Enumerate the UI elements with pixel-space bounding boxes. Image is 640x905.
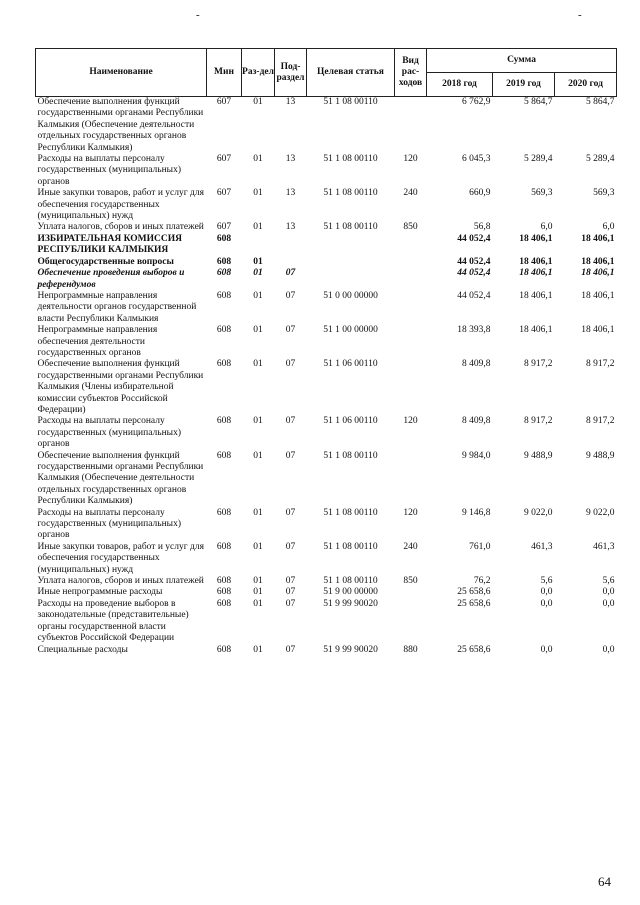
row-sum-2020: 8 917,2 bbox=[586, 359, 615, 370]
table-row bbox=[36, 291, 617, 325]
row-min: 607 bbox=[216, 97, 232, 107]
header-podrazdel: Под-раздел bbox=[275, 49, 307, 97]
row-razdel: 01 bbox=[253, 290, 263, 301]
row-podrazdel: 13 bbox=[285, 97, 296, 107]
row-podrazdel: 07 bbox=[285, 268, 296, 279]
row-razdel: 01 bbox=[253, 97, 263, 107]
row-name: Общегосударственные вопросы bbox=[37, 256, 174, 267]
row-razdel: 01 bbox=[253, 541, 263, 552]
row-sum-2020: 0,0 bbox=[602, 644, 615, 655]
row-statya: 51 1 08 00110 bbox=[323, 97, 378, 107]
row-vid: 850 bbox=[403, 576, 418, 587]
row-min: 608 bbox=[216, 576, 232, 587]
header-2019: 2019 год bbox=[493, 73, 555, 97]
row-min: 608 bbox=[216, 416, 232, 427]
row-razdel: 01 bbox=[253, 154, 263, 165]
row-sum-2018: 761,0 bbox=[469, 541, 491, 552]
table-row bbox=[36, 97, 617, 155]
row-sum-2018: 44 052,4 bbox=[457, 290, 491, 301]
row-min: 608 bbox=[216, 507, 232, 518]
table-row bbox=[36, 154, 617, 188]
table-row bbox=[36, 188, 617, 222]
row-name: Обеспечение выполнения функций государственными органами Республики Калмыкия (Члены избирательной комиссии субъектов Российской Федерации) bbox=[37, 359, 204, 415]
row-sum-2018: 44 052,4 bbox=[457, 268, 491, 279]
table-row bbox=[36, 359, 617, 416]
row-statya: 51 1 08 00110 bbox=[323, 188, 378, 199]
table-header bbox=[36, 49, 617, 97]
row-razdel: 01 bbox=[253, 188, 263, 199]
header-mark-left: - bbox=[196, 9, 200, 21]
row-statya: 51 1 08 00110 bbox=[323, 450, 378, 461]
row-sum-2020: 18 406,1 bbox=[581, 268, 615, 279]
row-statya: 51 1 08 00110 bbox=[323, 222, 378, 233]
row-name: Расходы на выплаты персоналу государственных (муниципальных) органов bbox=[37, 154, 181, 187]
header-mark-right: - bbox=[578, 9, 582, 21]
row-razdel: 01 bbox=[253, 450, 263, 461]
row-min: 608 bbox=[216, 450, 232, 461]
row-sum-2020: 9 488,9 bbox=[586, 450, 615, 461]
table-row bbox=[36, 416, 617, 450]
row-podrazdel: 13 bbox=[285, 222, 296, 233]
row-sum-2019: 18 406,1 bbox=[519, 268, 553, 279]
row-statya: 51 9 99 90020 bbox=[323, 598, 378, 609]
header-min: Мин bbox=[207, 49, 242, 97]
row-razdel: 01 bbox=[253, 598, 263, 609]
row-sum-2019: 461,3 bbox=[531, 541, 553, 552]
row-name: Обеспечение проведения выборов и референдумов bbox=[37, 268, 185, 290]
row-sum-2020: 6,0 bbox=[602, 222, 615, 233]
row-vid bbox=[395, 257, 427, 268]
row-sum-2018: 56,8 bbox=[473, 222, 491, 233]
row-name: Непрограммные направления обеспечения деятельности государственных органов bbox=[37, 325, 158, 358]
row-statya: 51 1 06 00110 bbox=[323, 359, 378, 370]
row-min: 608 bbox=[216, 290, 232, 301]
header-vid: Вид рас-ходов bbox=[395, 49, 427, 97]
row-razdel: 01 bbox=[253, 587, 263, 598]
row-razdel: 01 bbox=[253, 222, 263, 233]
row-sum-2018: 8 409,8 bbox=[462, 359, 491, 370]
row-sum-2018: 25 658,6 bbox=[457, 598, 491, 609]
row-sum-2019: 8 917,2 bbox=[524, 359, 553, 370]
table-body bbox=[36, 97, 617, 656]
table-row bbox=[36, 645, 617, 656]
row-podrazdel: 07 bbox=[285, 541, 296, 552]
row-sum-2018: 8 409,8 bbox=[462, 416, 491, 427]
row-sum-2019: 18 406,1 bbox=[519, 256, 553, 267]
row-min: 608 bbox=[216, 325, 232, 336]
row-razdel: 01 bbox=[253, 507, 263, 518]
row-statya: 51 1 00 00000 bbox=[323, 325, 378, 336]
row-vid: 850 bbox=[403, 222, 418, 233]
row-vid: 240 bbox=[403, 541, 418, 552]
row-statya: 51 1 06 00110 bbox=[323, 416, 378, 427]
row-sum-2019: 8 917,2 bbox=[524, 416, 553, 427]
row-vid: 120 bbox=[403, 416, 418, 427]
row-sum-2020: 9 022,0 bbox=[586, 507, 615, 518]
row-vid bbox=[395, 325, 427, 359]
row-min: 608 bbox=[216, 359, 232, 370]
row-podrazdel: 07 bbox=[285, 450, 296, 461]
row-name: Обеспечение выполнения функций государственными органами Республики Калмыкия (Обеспечение деятельности отдельных государственных органов Республики Калмыкия) bbox=[37, 450, 204, 507]
row-name: Иные закупки товаров, работ и услуг для обеспечения государственных (муниципальных) нужд bbox=[37, 188, 204, 222]
row-vid bbox=[395, 359, 427, 416]
row-name: Иные закупки товаров, работ и услуг для обеспечения государственных (муниципальных) нужд bbox=[37, 541, 204, 575]
row-sum-2020: 5 289,4 bbox=[586, 154, 615, 165]
row-vid: 880 bbox=[403, 644, 418, 655]
row-min: 608 bbox=[216, 268, 232, 279]
row-min: 608 bbox=[216, 233, 232, 244]
row-sum-2019: 569,3 bbox=[531, 188, 553, 199]
row-podrazdel: 07 bbox=[285, 576, 296, 587]
row-sum-2019: 18 406,1 bbox=[519, 325, 553, 336]
row-vid bbox=[395, 268, 427, 291]
row-name: Уплата налогов, сборов и иных платежей bbox=[37, 576, 204, 587]
row-sum-2018: 9 146,8 bbox=[462, 507, 491, 518]
table-row bbox=[36, 451, 617, 508]
row-podrazdel: 07 bbox=[285, 290, 296, 301]
row-sum-2018: 6 045,3 bbox=[462, 154, 491, 165]
row-min: 607 bbox=[216, 188, 232, 199]
row-sum-2019: 6,0 bbox=[540, 222, 553, 233]
row-statya bbox=[307, 257, 395, 268]
row-name: Непрограммные направления деятельности органов государственной власти Республики Калмыкия bbox=[37, 290, 197, 324]
table-row bbox=[36, 542, 617, 576]
row-sum-2018: 18 393,8 bbox=[457, 325, 491, 336]
row-podrazdel: 07 bbox=[285, 598, 296, 609]
row-sum-2018: 25 658,6 bbox=[457, 644, 491, 655]
table-row bbox=[36, 257, 617, 268]
row-razdel: 01 bbox=[253, 268, 263, 279]
row-vid bbox=[395, 451, 427, 508]
row-sum-2020: 18 406,1 bbox=[581, 325, 615, 336]
row-podrazdel: 07 bbox=[285, 587, 296, 598]
row-sum-2020: 18 406,1 bbox=[581, 233, 615, 244]
row-vid: 120 bbox=[403, 154, 418, 165]
row-min: 608 bbox=[216, 587, 232, 598]
row-sum-2020: 0,0 bbox=[602, 587, 615, 598]
row-name: Иные непрограммные расходы bbox=[37, 587, 163, 598]
row-sum-2019: 0,0 bbox=[540, 587, 553, 598]
table-row bbox=[36, 599, 617, 645]
table-row bbox=[36, 587, 617, 598]
row-vid bbox=[395, 291, 427, 325]
row-razdel: 01 bbox=[253, 256, 263, 267]
row-name: Специальные расходы bbox=[37, 644, 128, 655]
row-razdel: 01 bbox=[253, 416, 263, 427]
row-name: Уплата налогов, сборов и иных платежей bbox=[37, 222, 204, 233]
row-sum-2019: 9 488,9 bbox=[524, 450, 553, 461]
header-2018: 2018 год bbox=[427, 73, 493, 97]
row-razdel: 01 bbox=[253, 644, 263, 655]
row-sum-2020: 5 864,7 bbox=[586, 97, 615, 107]
header-name: Наименование bbox=[36, 49, 207, 97]
row-statya: 51 1 08 00110 bbox=[323, 507, 378, 518]
row-razdel: 01 bbox=[253, 325, 263, 336]
row-name: Расходы на проведение выборов в законодательные (представительные) органы государственной власти субъектов Российской Федерации bbox=[37, 598, 189, 644]
row-sum-2018: 25 658,6 bbox=[457, 587, 491, 598]
table-row bbox=[36, 222, 617, 233]
row-statya: 51 1 08 00110 bbox=[323, 541, 378, 552]
table-row bbox=[36, 576, 617, 587]
row-sum-2019: 5,6 bbox=[540, 576, 553, 587]
row-podrazdel bbox=[275, 257, 307, 268]
row-vid bbox=[395, 587, 427, 598]
table-row bbox=[36, 234, 617, 257]
table-row bbox=[36, 508, 617, 542]
header-2020: 2020 год bbox=[555, 73, 617, 97]
row-sum-2019: 5 864,7 bbox=[524, 97, 553, 107]
row-name: Расходы на выплаты персоналу государственных (муниципальных) органов bbox=[37, 416, 181, 450]
row-statya: 51 1 08 00110 bbox=[323, 576, 378, 587]
row-podrazdel: 07 bbox=[285, 416, 296, 427]
table-row bbox=[36, 325, 617, 359]
row-razdel: 01 bbox=[253, 576, 263, 587]
row-statya: 51 9 00 00000 bbox=[323, 587, 378, 598]
row-vid bbox=[395, 599, 427, 645]
row-sum-2020: 0,0 bbox=[602, 598, 615, 609]
row-min: 608 bbox=[216, 644, 232, 655]
row-sum-2018: 76,2 bbox=[473, 576, 491, 587]
row-sum-2020: 18 406,1 bbox=[581, 290, 615, 301]
row-sum-2018: 6 762,9 bbox=[462, 97, 491, 107]
row-sum-2018: 9 984,0 bbox=[462, 450, 491, 461]
row-podrazdel: 07 bbox=[285, 507, 296, 518]
header-statya: Целевая статья bbox=[307, 49, 395, 97]
row-sum-2018: 44 052,4 bbox=[457, 233, 491, 244]
row-vid: 240 bbox=[403, 188, 418, 199]
row-min: 607 bbox=[216, 222, 232, 233]
page-number: 64 bbox=[598, 874, 611, 889]
row-podrazdel: 07 bbox=[285, 325, 296, 336]
row-sum-2018: 660,9 bbox=[469, 188, 491, 199]
row-sum-2020: 18 406,1 bbox=[581, 256, 615, 267]
row-sum-2019: 0,0 bbox=[540, 644, 553, 655]
row-vid: 120 bbox=[403, 507, 418, 518]
row-statya: 51 0 00 00000 bbox=[323, 290, 378, 301]
row-sum-2019: 0,0 bbox=[540, 598, 553, 609]
row-podrazdel: 13 bbox=[285, 188, 296, 199]
row-sum-2019: 18 406,1 bbox=[519, 233, 553, 244]
row-name: ИЗБИРАТЕЛЬНАЯ КОМИССИЯ РЕСПУБЛИКИ КАЛМЫКИЯ bbox=[37, 233, 182, 256]
row-sum-2019: 9 022,0 bbox=[524, 507, 553, 518]
row-razdel: 01 bbox=[253, 359, 263, 370]
row-name: Расходы на выплаты персоналу государственных (муниципальных) органов bbox=[37, 507, 181, 541]
header-summa: Сумма bbox=[427, 49, 617, 73]
row-vid bbox=[395, 97, 427, 155]
row-min: 608 bbox=[216, 541, 232, 552]
row-sum-2020: 8 917,2 bbox=[586, 416, 615, 427]
row-statya bbox=[307, 268, 395, 291]
budget-table bbox=[35, 48, 617, 656]
row-sum-2019: 18 406,1 bbox=[519, 290, 553, 301]
header-razdel: Раз-дел bbox=[242, 49, 275, 97]
row-min: 608 bbox=[216, 256, 232, 267]
row-vid bbox=[395, 234, 427, 257]
row-razdel bbox=[242, 234, 275, 257]
row-sum-2019: 5 289,4 bbox=[524, 154, 553, 165]
table-row bbox=[36, 268, 617, 291]
row-statya: 51 1 08 00110 bbox=[323, 154, 378, 165]
row-min: 607 bbox=[216, 154, 232, 165]
row-sum-2020: 461,3 bbox=[593, 541, 615, 552]
row-statya bbox=[307, 234, 395, 257]
row-statya: 51 9 99 90020 bbox=[323, 644, 378, 655]
row-sum-2020: 569,3 bbox=[593, 188, 615, 199]
row-podrazdel bbox=[275, 234, 307, 257]
row-sum-2020: 5,6 bbox=[602, 576, 615, 587]
row-podrazdel: 07 bbox=[285, 359, 296, 370]
row-podrazdel: 13 bbox=[285, 154, 296, 165]
row-podrazdel: 07 bbox=[285, 644, 296, 655]
row-name: Обеспечение выполнения функций государственными органами Республики Калмыкия (Обеспечение деятельности отдельных государственных органов Республики Калмыкия) bbox=[37, 97, 204, 153]
row-sum-2018: 44 052,4 bbox=[457, 256, 491, 267]
row-min: 608 bbox=[216, 598, 232, 609]
